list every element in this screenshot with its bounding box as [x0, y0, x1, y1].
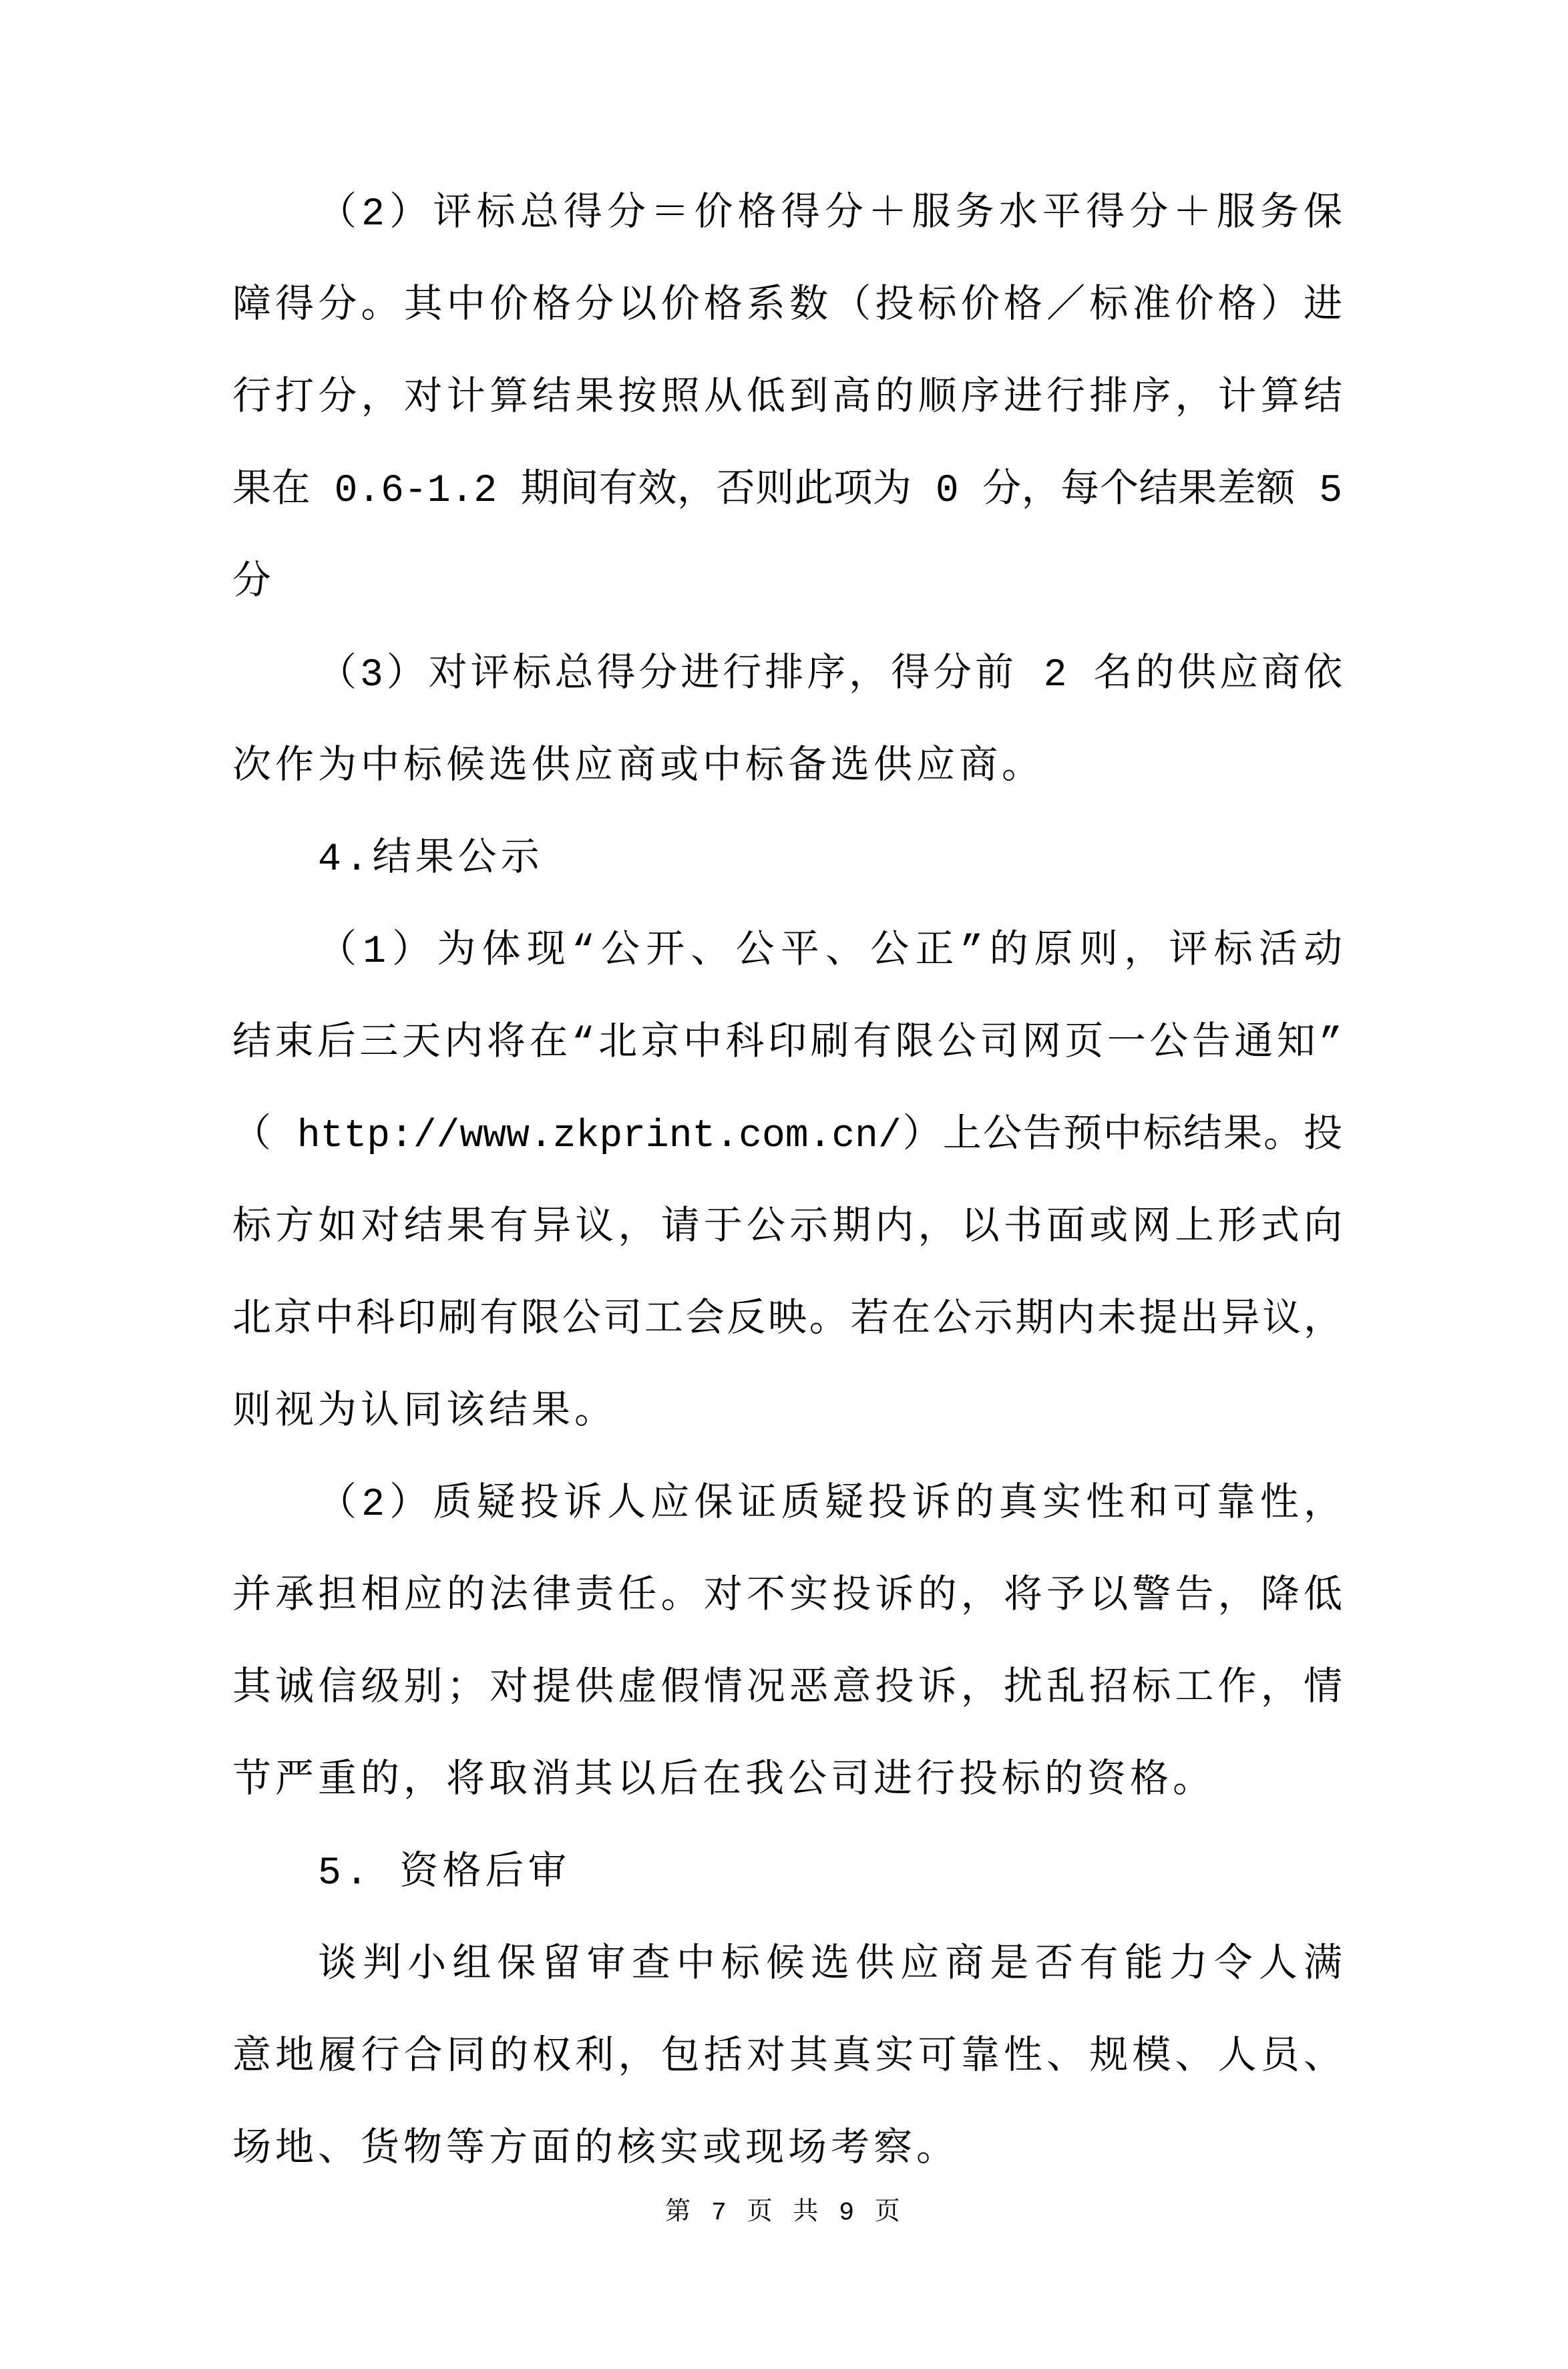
text-line: 分	[232, 562, 276, 605]
text-line: （2）质疑投诉人应保证质疑投诉的真实性和可靠性，	[318, 1483, 1342, 1527]
text-line: 行打分，对计算结果按照从低到高的顺序进行排序，计算结	[232, 377, 1342, 421]
text-line: 结束后三天内将在“北京中科印刷有限公司网页一公告通知”	[232, 1023, 1342, 1066]
text-line: 意地履行合同的权利，包括对其真实可靠性、规模、人员、	[232, 2036, 1342, 2080]
section-heading-results: 4.结果公示	[318, 838, 544, 882]
text-line: （3）对评标总得分进行排序，得分前 2 名的供应商依	[318, 654, 1342, 697]
text-line: （1）为体现“公开、公平、公正”的原则，评标活动	[318, 930, 1342, 974]
text-line: 果在 0.6-1.2 期间有效，否则此项为 0 分，每个结果差额 5	[232, 470, 1342, 513]
text-line: 并承担相应的法律责任。对不实投诉的，将予以警告，降低	[232, 1576, 1342, 1619]
text-line: 节严重的，将取消其以后在我公司进行投标的资格。	[232, 1760, 1216, 1803]
section-heading-qualification: 5. 资格后审	[318, 1852, 571, 1895]
document-body	[232, 169, 1342, 2197]
text-line: 谈判小组保留审查中标候选供应商是否有能力令人满	[318, 1944, 1342, 1988]
text-line-url: （ http://www.zkprint.com.cn/）上公告预中标结果。投	[232, 1115, 1342, 1158]
text-line: 则视为认同该结果。	[232, 1391, 618, 1435]
text-line: 其诚信级别；对提供虚假情况恶意投诉，扰乱招标工作，情	[232, 1668, 1342, 1711]
text-line: （2）评标总得分＝价格得分＋服务水平得分＋服务保	[318, 193, 1342, 236]
text-line: 北京中科印刷有限公司工会反映。若在公示期内未提出异议，	[232, 1299, 1342, 1342]
page-number-footer: 第 7 页 共 9 页	[665, 2199, 903, 2227]
text-line: 次作为中标候选供应商或中标备选供应商。	[232, 746, 1045, 789]
text-line: 场地、货物等方面的核实或现场考察。	[232, 2129, 960, 2172]
text-line: 标方如对结果有异议，请于公示期内，以书面或网上形式向	[232, 1207, 1342, 1250]
text-line: 障得分。其中价格分以价格系数（投标价格／标准价格）进	[232, 285, 1342, 329]
